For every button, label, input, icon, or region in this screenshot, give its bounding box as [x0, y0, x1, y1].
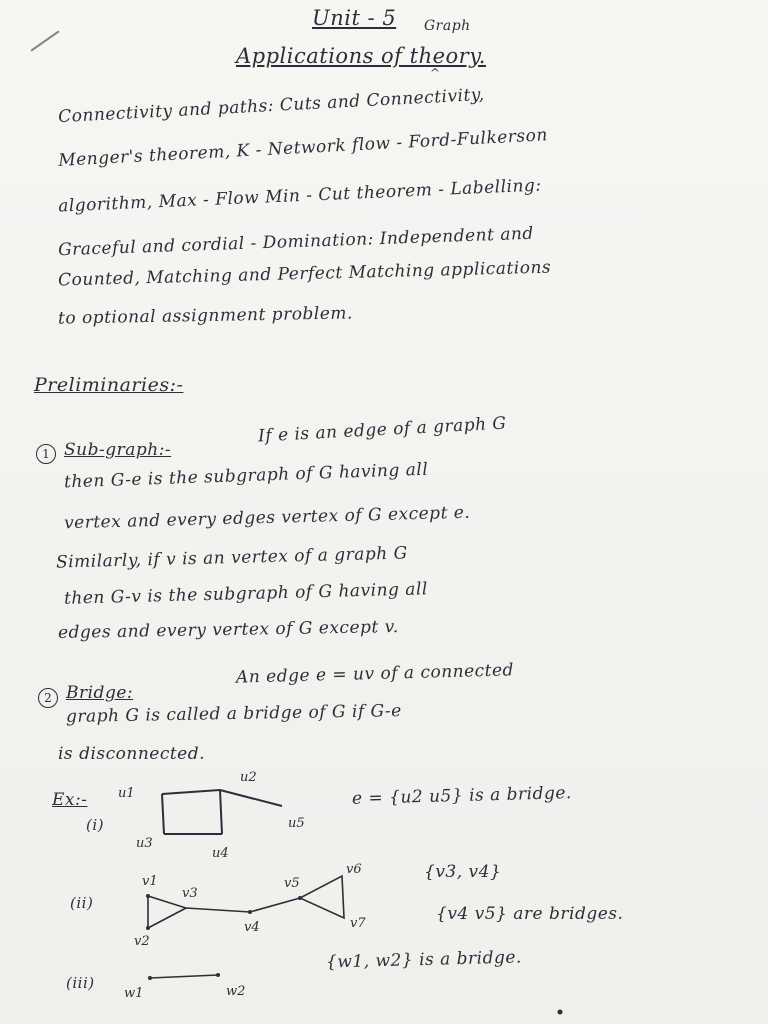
bridge-edge [150, 975, 218, 978]
ink-dot [558, 1010, 563, 1015]
bridge-edge [220, 790, 282, 806]
vertex-label: u2 [240, 770, 257, 785]
unit-heading: Unit - 5 [312, 6, 397, 30]
syllabus-line: Counted, Matching and Perfect Matching applications [57, 257, 552, 291]
bridge-edge [186, 908, 250, 912]
graph-triangle [148, 896, 186, 928]
vertex-label: v3 [182, 886, 198, 901]
bridge-line: graph G is called a bridge of G if G-e [65, 701, 402, 727]
bridge-line: An edge e = uv of a connected [235, 660, 515, 688]
vertex-label: v6 [346, 862, 362, 877]
subgraph-line: Similarly, if v is an vertex of a graph G [55, 543, 408, 573]
insert-caret-icon: ^ [430, 66, 441, 80]
subgraph-line: then G-v is the subgraph of G having all [63, 579, 429, 609]
vertex-label: u5 [288, 816, 305, 831]
vertex-label: v2 [134, 934, 150, 949]
graph-vertex [298, 896, 302, 900]
vertex-label: u4 [212, 846, 229, 861]
example-1-note: e = {u2 u5} is a bridge. [351, 783, 573, 809]
graph-vertex [148, 976, 152, 980]
example-1-number: (i) [86, 816, 105, 834]
example-3-note: {w1, w2} is a bridge. [325, 947, 523, 973]
graph-edge [162, 794, 164, 834]
vertex-label: v7 [350, 916, 366, 931]
graph-vertex [146, 926, 150, 930]
example-3-number: (iii) [66, 974, 95, 992]
graph-3 [150, 975, 218, 978]
vertex-label: v4 [244, 920, 260, 935]
syllabus-line: algorithm, Max - Flow Min - Cut theorem - Labelling: [57, 175, 542, 217]
item-number-badge: 1 [36, 444, 56, 464]
vertex-label: v1 [142, 874, 158, 889]
subgraph-line: edges and every vertex of G except v. [57, 617, 399, 643]
subgraph-term: Sub-graph:- [64, 440, 172, 460]
bridge-line: is disconnected. [58, 744, 206, 764]
syllabus-line: Menger's theorem, K - Network flow - Ford-Fulkerson [57, 125, 549, 171]
graph-vertex [248, 910, 252, 914]
example-2-note-b: {v4 v5} are bridges. [436, 904, 624, 924]
bridge-edge [250, 898, 300, 912]
vertex-label: w1 [124, 986, 144, 1001]
graph-edge [220, 790, 222, 834]
graph-edge [162, 790, 220, 794]
example-2-note-a: {v3, v4} [424, 862, 502, 882]
subgraph-line: If e is an edge of a graph G [257, 413, 508, 447]
syllabus-line: Graceful and cordial - Domination: Independent and [57, 223, 535, 261]
graph-triangle [300, 876, 344, 918]
item-number-badge: 2 [38, 688, 58, 708]
vertex-label: u1 [118, 786, 135, 801]
vertex-label: w2 [226, 984, 246, 999]
vertex-label: u3 [136, 836, 153, 851]
page-title: Applications of theory. [236, 44, 486, 68]
graph-vertex [216, 973, 220, 977]
example-2-number: (ii) [70, 894, 94, 912]
syllabus-line: Connectivity and paths: Cuts and Connectivity, [57, 84, 486, 128]
vertex-label: v5 [284, 876, 300, 891]
graph-vertex [146, 894, 150, 898]
example-label: Ex:- [52, 790, 88, 810]
graph-1 [162, 790, 282, 834]
subject-label: Graph [424, 18, 471, 34]
subgraph-line: vertex and every edges vertex of G except e. [63, 502, 471, 534]
syllabus-line: to optional assignment problem. [57, 303, 354, 329]
bridge-term: Bridge: [66, 683, 134, 703]
subgraph-line: then G-e is the subgraph of G having all [63, 459, 429, 493]
preliminaries-heading: Preliminaries:- [34, 374, 184, 396]
